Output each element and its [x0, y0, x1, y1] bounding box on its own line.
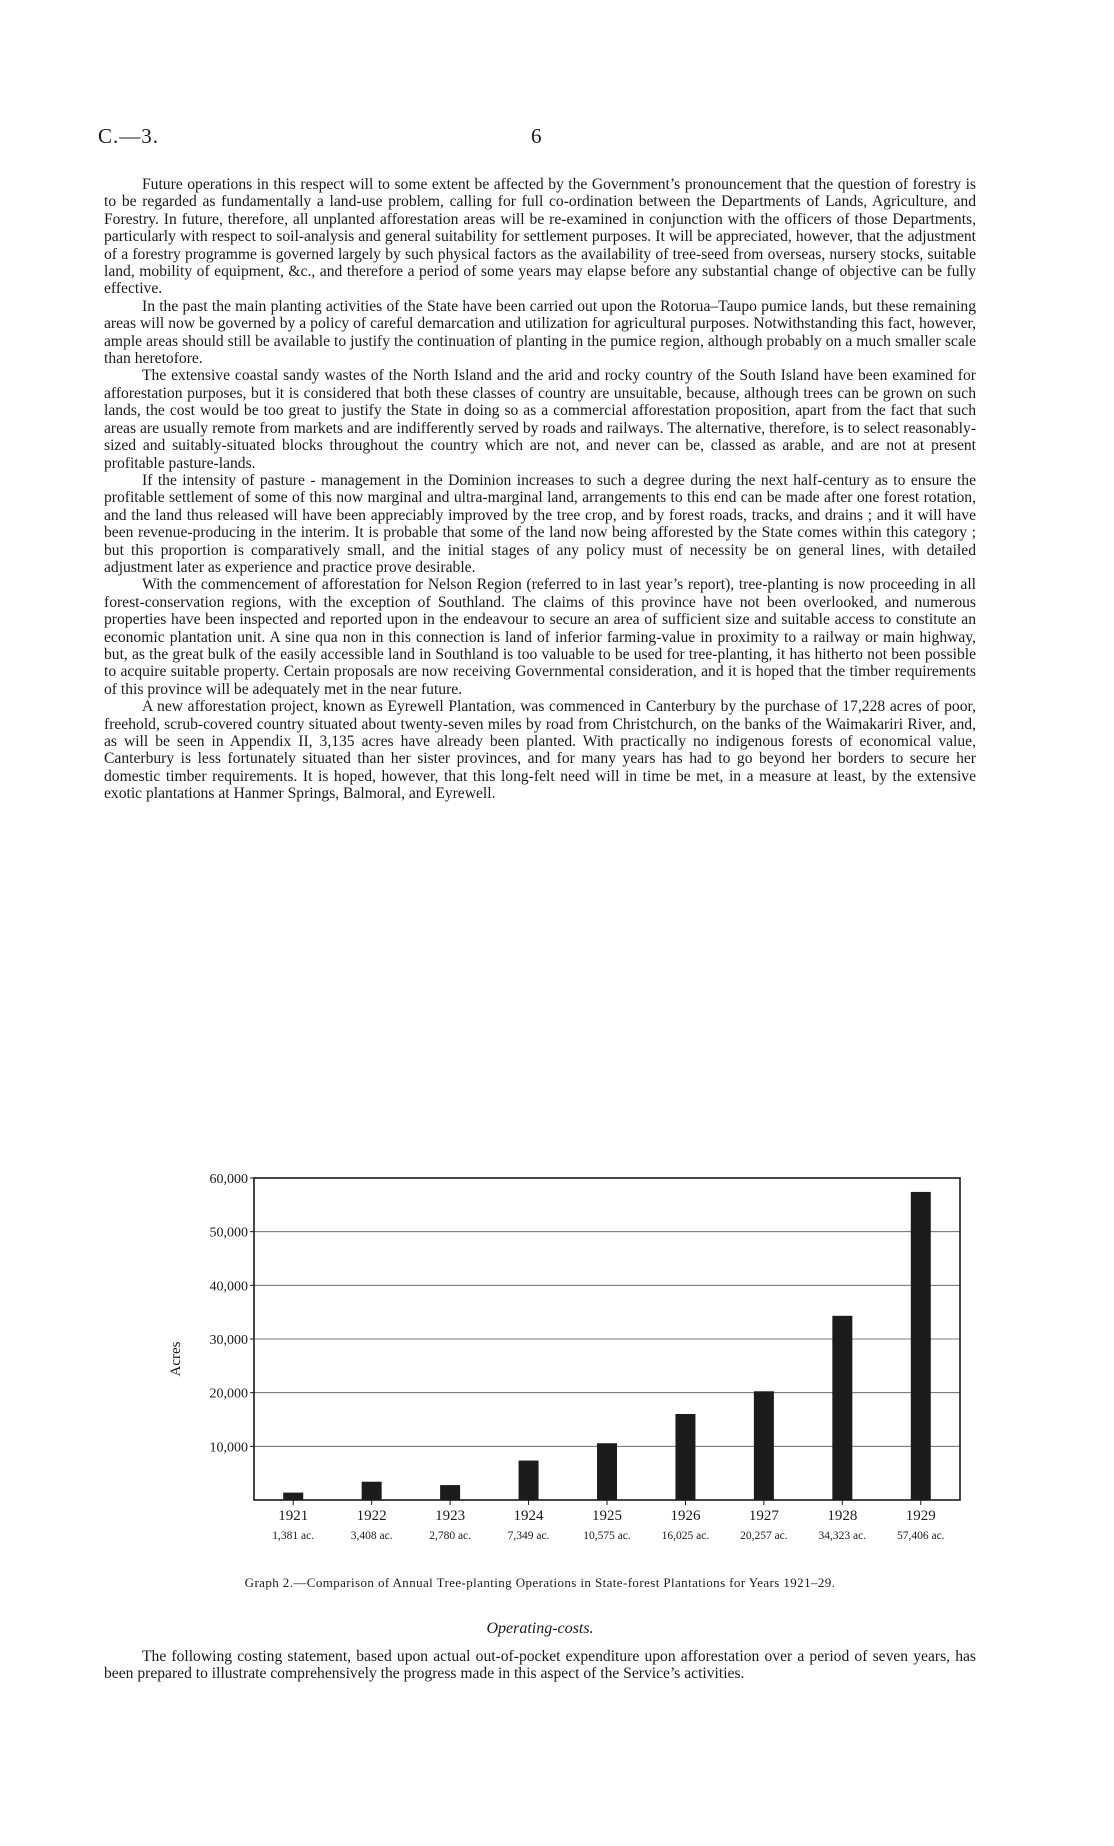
- page-header: [98, 124, 978, 154]
- y-tick-label: 40,000: [209, 1279, 248, 1295]
- y-tick-label: 60,000: [209, 1172, 248, 1187]
- x-axis-ticks: [278, 1500, 936, 1524]
- paragraph: Future operations in this respect will to some extent be affected by the Government’s pronouncement that the question of forestry is to be regarded as fundamentally a land-use problem, calling for full co-ordination between the Departments of Lands, Agriculture, and Forestry. In future, therefore, all unplanted afforestation areas will be re-examined in conjunction with the officers of those Departments, particularly with respect to soil-analysis and general suitability for settlement purposes. It will be appreciated, however, that the adjustment of a forestry programme is governed largely by such physical factors as the availability of tree-seed from overseas, nursery stocks, suitable land, mobility of equipment, &c., and therefore a period of some years may elapse before any substantial change of objective can be fully effective.: [104, 176, 976, 298]
- paragraph: The extensive coastal sandy wastes of the North Island and the arid and rocky country of the South Island have been examined for afforestation purposes, but it is considered that both these classes of country are unsuitable, because, although trees can be grown on such lands, the cost would be too great to justify the State in doing so as a commercial afforestation proposition, apart from the fact that such areas are usually remote from markets and are indifferently served by roads and railways. The alternative, therefore, is to select reasonably-sized and suitably-situated blocks throughout the country which are not, and never can be, classed as arable, and are not at present profitable pasture-lands.: [104, 367, 976, 472]
- x-tick-label: 1929: [905, 1508, 936, 1524]
- y-tick-label: 20,000: [209, 1386, 248, 1402]
- figure-caption: Graph 2.—Comparison of Annual Tree-planting Operations in State-forest Plantations for Years 1921–29.: [244, 1575, 836, 1590]
- x-tick-label: 1924: [513, 1508, 544, 1524]
- data-label: 20,257 ac.: [740, 1530, 788, 1542]
- y-axis-ticks: [210, 1172, 255, 1455]
- bar: [283, 1493, 303, 1500]
- y-tick-label: 50,000: [209, 1225, 248, 1241]
- document-code: C.—3.: [98, 124, 160, 148]
- paragraph: If the intensity of pasture - management in the Dominion increases to such a degree during the next half-century as to ensure the profitable settlement of some of this now marginal and ultra-marginal land, arrangements to this end can be made after one forest rotation, and the land thus released will have been appreciably improved by the tree crop, and by forest roads, tracks, and drains ; and it will have been revenue-producing in the interim. It is probable that some of the land now being afforested by the State comes within this category ; but this proportion is comparatively small, and the initial stages of any policy must of necessity be on general lines, with detailed adjustment later as experience and practice prove desirable.: [104, 471, 976, 576]
- chart-grid: [254, 1178, 960, 1446]
- closing-text: [104, 1648, 976, 1683]
- data-label: 16,025 ac.: [661, 1530, 710, 1542]
- body-text: [104, 176, 976, 803]
- bar: [440, 1485, 460, 1500]
- paragraph: With the commencement of afforestation for Nelson Region (referred to in last year’s report), tree-planting is now proceeding in all forest-conservation regions, with the exception of Southland. The claims of this province have not been overlooked, and numerous properties have been inspected and reported upon in the endeavour to secure an area of sufficient size and suitable access to constitute an economic plantation unit. A sine qua non in this connection is land of inferior farming-value in proximity to a railway or main highway, but, as the great bulk of the easily accessible land in Southland is too valuable to be used for tree-planting, it has hitherto not been possible to acquire suitable property. Certain proposals are now receiving Governmental consideration, and it is hoped that the timber requirements of this province will be adequately met in the near future.: [104, 576, 976, 698]
- value-labels: [272, 1530, 944, 1542]
- chart-svg: [150, 1162, 980, 1562]
- y-tick-label: 10,000: [209, 1440, 248, 1456]
- data-label: 1,381 ac.: [272, 1530, 315, 1542]
- bar-chart: [150, 1162, 980, 1562]
- y-axis-label: Acres: [168, 1341, 184, 1377]
- page-number: 6: [531, 124, 542, 148]
- paragraph: A new afforestation project, known as Eyrewell Plantation, was commenced in Canterbury by the purchase of 17,228 acres of poor, freehold, scrub-covered country situated about twenty-seven miles by road from Christchurch, on the banks of the Waimakariri River, and, as will be seen in Appendix II, 3,135 acres have already been planted. With practically no indigenous forests of economical value, Canterbury is less fortunately situated than her sister provinces, and for many years has had to go beyond her borders to secure her domestic timber requirements. It is hoped, however, that this long-felt need will in time be met, in a measure at least, by the extensive exotic plantations at Hanmer Springs, Balmoral, and Eyrewell.: [104, 698, 976, 803]
- data-label: 34,323 ac.: [818, 1530, 867, 1542]
- y-tick-label: 30,000: [209, 1333, 248, 1348]
- x-tick-label: 1926: [670, 1508, 701, 1524]
- x-tick-label: 1928: [827, 1508, 858, 1524]
- data-label: 3,408 ac.: [350, 1530, 393, 1542]
- x-tick-label: 1927: [748, 1508, 779, 1524]
- x-tick-label: 1925: [592, 1508, 622, 1524]
- bar: [832, 1316, 852, 1500]
- data-label: 2,780 ac.: [429, 1530, 472, 1542]
- chart-bars: [283, 1192, 931, 1500]
- paragraph: In the past the main planting activities of the State have been carried out upon the Rotorua–Taupo pumice lands, but these remaining areas will now be governed by a policy of careful demarcation and utilization for agricultural purposes. Notwithstanding this fact, however, ample areas should still be available to justify the continuation of planting in the pumice region, although probably on a much smaller scale than heretofore.: [104, 297, 976, 368]
- bar: [911, 1192, 931, 1500]
- bar: [675, 1414, 695, 1500]
- data-label: 7,349 ac.: [507, 1530, 550, 1542]
- bar: [754, 1391, 774, 1500]
- bar: [362, 1482, 382, 1500]
- x-tick-label: 1923: [435, 1508, 466, 1524]
- paragraph: The following costing statement, based upon actual out-of-pocket expenditure upon afforestation over a period of seven years, has been prepared to illustrate comprehensively the progress made in this aspect of the Service’s activities.: [104, 1648, 976, 1683]
- bar: [597, 1443, 617, 1500]
- x-tick-label: 1922: [356, 1508, 387, 1524]
- bar: [519, 1461, 539, 1500]
- data-label: 57,406 ac.: [896, 1530, 945, 1542]
- data-label: 10,575 ac.: [583, 1530, 631, 1542]
- section-subheading: Operating-costs.: [486, 1620, 594, 1637]
- x-tick-label: 1921: [278, 1508, 309, 1524]
